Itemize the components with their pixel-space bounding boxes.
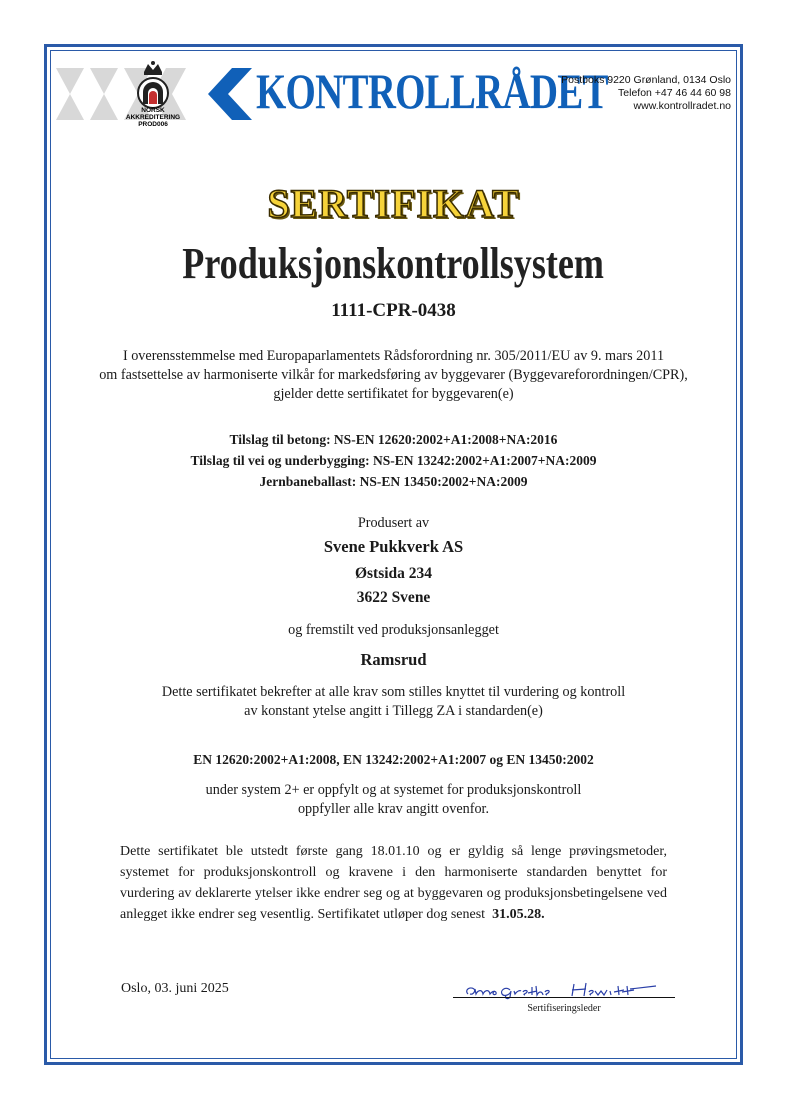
product-list (50, 429, 737, 492)
brand-name: KONTROLLRÅDET (256, 63, 608, 119)
brand-chevron-icon (208, 68, 252, 120)
place-and-date: Oslo, 03. juni 2025 (121, 981, 229, 996)
intro-line-2: om fastsettelse av harmoniserte vilkår for markedsføring av byggevarer (Byggevareforordningen/CPR), (99, 367, 688, 383)
accreditation-line-2: AKKREDITERING (125, 114, 181, 121)
contact-address: Postboks 9220 Grønland, 0134 Oslo (561, 74, 731, 86)
contact-phone: Telefon +47 46 44 60 98 (618, 87, 731, 99)
certificate-subtitle (50, 238, 737, 289)
standards-line: EN 12620:2002+A1:2008, EN 13242:2002+A1:2007 og EN 13450:2002 (193, 752, 594, 767)
signature-line (453, 997, 675, 998)
contact-info (561, 74, 731, 113)
accreditation-line-3: PROD006 (138, 121, 168, 128)
certificate-title: SERTIFIKAT (267, 181, 520, 226)
handwritten-signature (462, 980, 672, 1002)
plant-label: og fremstilt ved produksjonsanlegget (288, 622, 499, 638)
intro-line-3: gjelder dette sertifikatet for byggevaren(e) (273, 386, 514, 402)
system-line-2: oppfyller alle krav angitt ovenfor. (297, 801, 490, 817)
intro-line-1: I overensstemmelse med Europaparlamentets Rådsforordning nr. 305/2011/EU av 9. mars 2011 (122, 348, 665, 364)
accreditation-text (118, 107, 188, 128)
system-line-1: under system 2+ er oppfylt og at systemet for produksjonskontroll (205, 782, 582, 798)
signatory-title: Sertifiseringsleder (527, 1003, 601, 1014)
producer-street: Østsida 234 (354, 565, 433, 582)
intro-paragraph (50, 347, 737, 404)
accreditation-line-1: NORSK (141, 107, 165, 114)
producer-name: Svene Pukkverk AS (323, 537, 464, 556)
certificate-number: 1111-CPR-0438 (331, 300, 456, 321)
product-road-aggregate: Tilslag til vei og underbygging: NS-EN 13242:2002+A1:2007+NA:2009 (190, 453, 597, 468)
expiry-date: 31.05.28. (492, 907, 545, 922)
product-concrete-aggregate: Tilslag til betong: NS-EN 12620:2002+A1:2008+NA:2016 (229, 432, 558, 447)
confirm-line-1: Dette sertifikatet bekrefter at alle krav som stilles knyttet til vurdering og kontroll (161, 684, 626, 700)
system-paragraph (50, 781, 737, 819)
contact-website[interactable]: www.kontrollradet.no (633, 100, 731, 112)
plant-name: Ramsrud (360, 650, 427, 669)
producer-city: 3622 Svene (356, 589, 431, 606)
validity-paragraph (120, 841, 667, 925)
confirm-line-2: av konstant ytelse angitt i Tillegg ZA i standarden(e) (244, 703, 543, 719)
confirmation-paragraph (50, 683, 737, 721)
product-railway-ballast: Jernbaneballast: NS-EN 13450:2002+NA:2009 (259, 474, 528, 489)
validity-text: Dette sertifikatet ble utstedt første gang 18.01.10 og er gyldig så lenge prøvingsmetoder, systemet for produksjonskontroll og kravene i den harmoniserte standarden benyttet for vurdering av deklarerte ytelser ikke endrer seg og at byggevaren og produksjonsbetingelsene ved anlegget ikke endrer seg vesentlig. Sertifikatet utløper dog senest (120, 844, 667, 922)
certificate-subtitle-text: Produksjonskontrollsystem (182, 239, 605, 288)
produced-by-label: Produsert av (357, 515, 430, 531)
